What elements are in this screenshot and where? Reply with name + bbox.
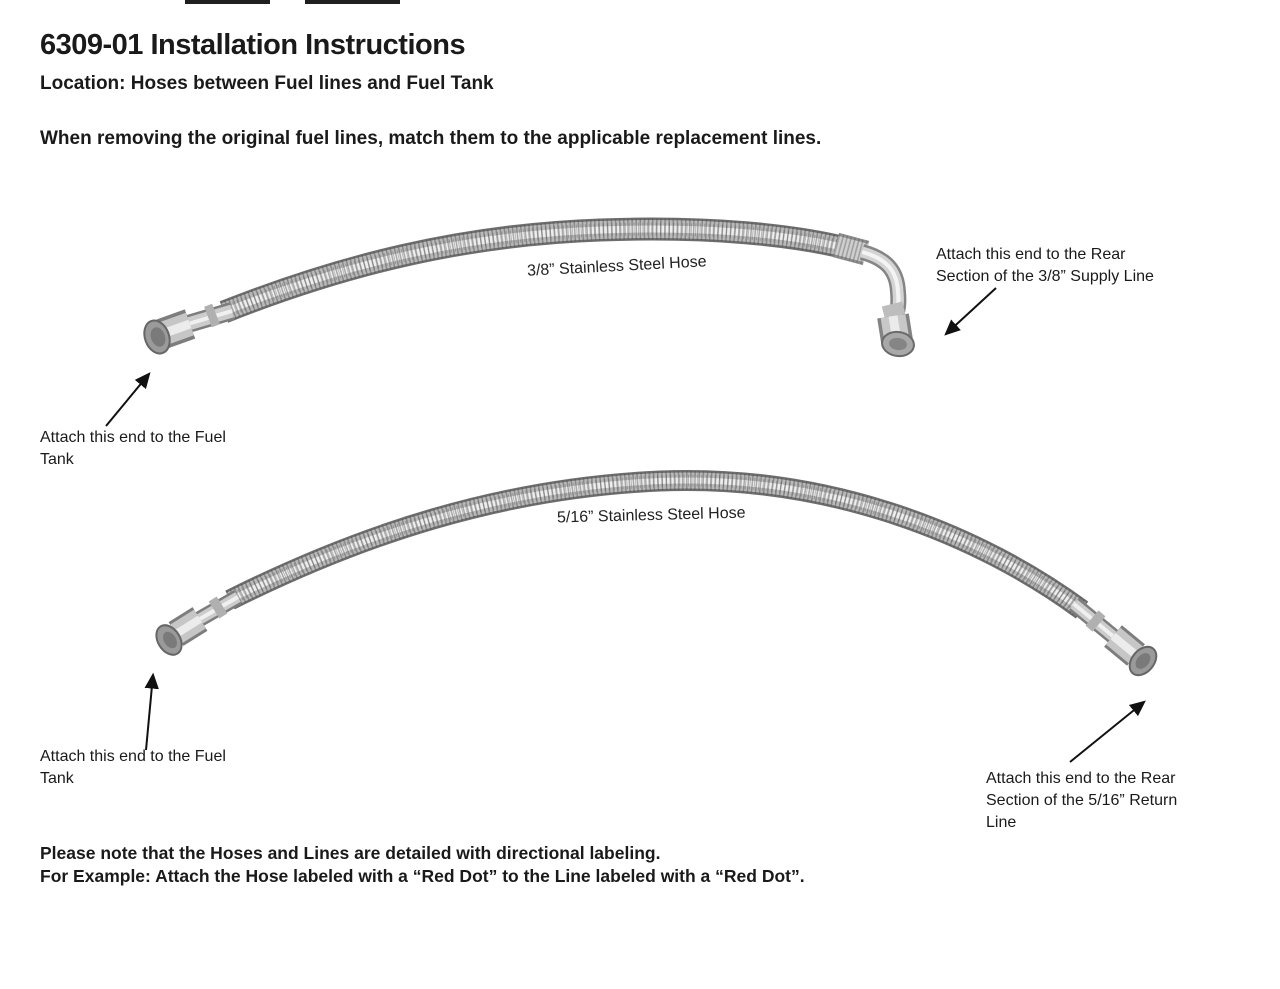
hose-5-16-right-fitting — [1074, 604, 1162, 680]
hose-5-16-label: 5/16” Stainless Steel Hose — [556, 504, 746, 527]
arrow-to-supply-line-end — [946, 288, 996, 334]
annotation-line: Section of the 5/16” Return — [986, 792, 1178, 809]
annotation-line: Tank — [40, 451, 74, 468]
annotation-line: Attach this end to the Fuel — [40, 429, 226, 446]
annotation-fuel-tank-top — [40, 427, 226, 471]
arrow-to-fuel-tank-end-top — [106, 374, 149, 426]
hose-3-8-left-fitting — [140, 311, 232, 357]
annotation-line: Line — [986, 814, 1017, 831]
footnote-line-2: For Example: Attach the Hose labeled with a “Red Dot” to the Line labeled with a “Red Dot”. — [40, 866, 805, 886]
arrow-to-return-line-end — [1070, 702, 1144, 762]
annotation-line: Attach this end to the Rear — [936, 246, 1126, 263]
hose-3-8-photo — [140, 229, 916, 358]
annotation-line: Section of the 3/8” Supply Line — [936, 268, 1154, 285]
arrow-to-fuel-tank-end-bottom — [146, 675, 153, 750]
annotation-return-line — [986, 768, 1177, 834]
annotation-line: Attach this end to the Rear — [986, 770, 1176, 787]
hose-3-8-elbow-fitting — [836, 245, 916, 358]
annotation-line: Attach this end to the Fuel — [40, 748, 226, 765]
location-line: Location: Hoses between Fuel lines and Fuel Tank — [40, 73, 494, 94]
footnote-line-1: Please note that the Hoses and Lines are detailed with directional labeling. — [40, 843, 661, 863]
annotation-supply-line — [936, 244, 1154, 288]
annotation-fuel-tank-bottom — [40, 746, 226, 790]
hose-5-16-braid — [230, 480, 1082, 610]
page-title: 6309-01 Installation Instructions — [40, 29, 466, 61]
annotation-line: Tank — [40, 770, 74, 787]
intro-line: When removing the original fuel lines, match them to the applicable replacement lines. — [40, 128, 822, 149]
hose-5-16-left-fitting — [151, 597, 238, 659]
hose-3-8-label: 3/8” Stainless Steel Hose — [526, 253, 707, 280]
